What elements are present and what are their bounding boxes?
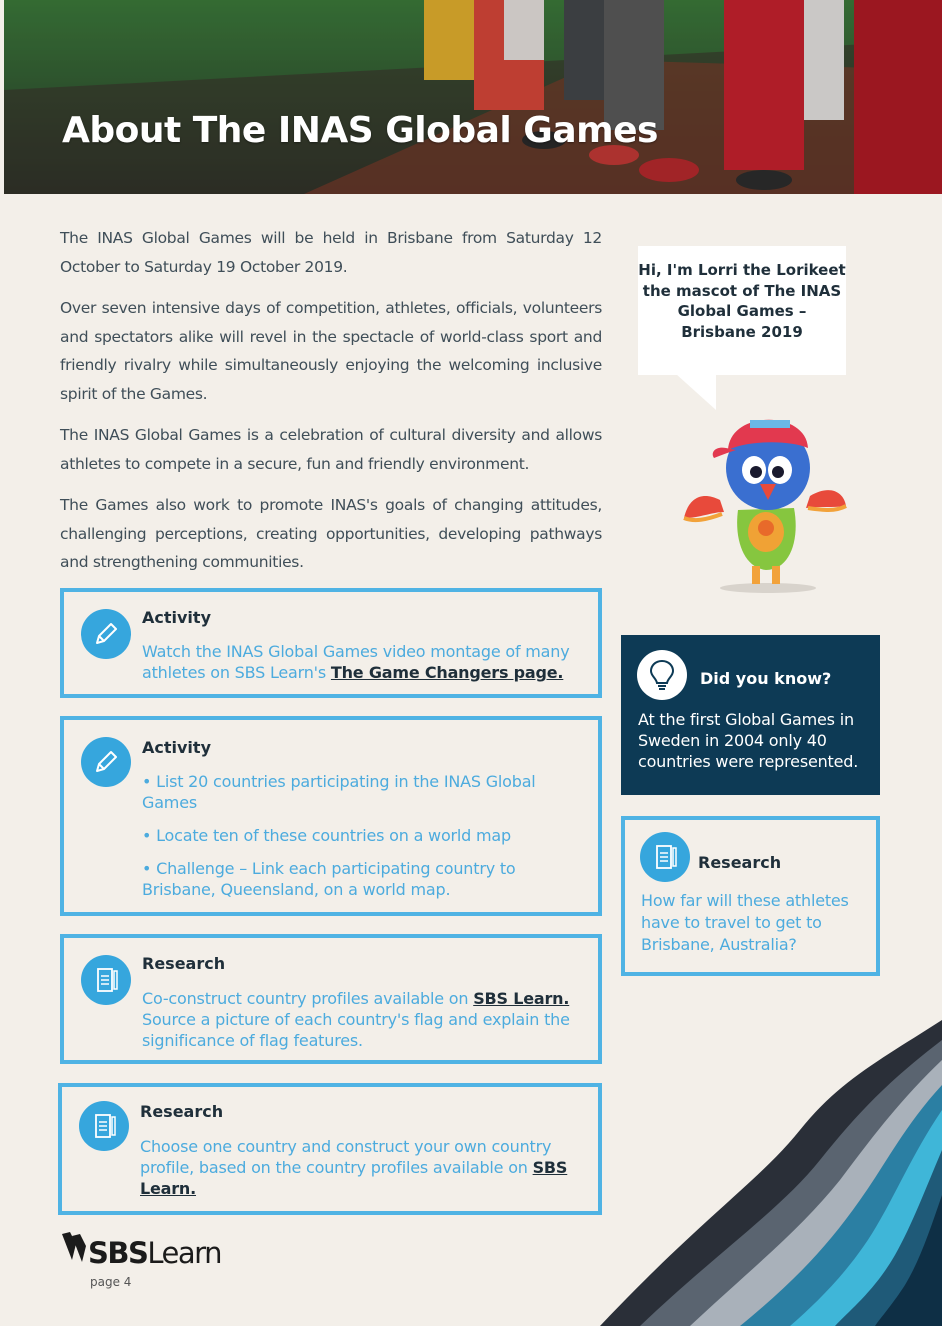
research-description-cont: Source a picture of each country's flag and explain the significance of flag features. (142, 1010, 570, 1050)
logo-bold-text: SBS (88, 1236, 148, 1270)
activity-title: Activity (142, 738, 211, 757)
list-item: • Locate ten of these countries on a world map (142, 826, 511, 845)
activity-title: Activity (142, 608, 211, 627)
pencil-icon (81, 609, 131, 659)
research-description: Choose one country and construct your own country profile, based on the country profiles available on (140, 1137, 552, 1177)
activity-box-countries (60, 716, 602, 916)
did-you-know-text: At the first Global Games in Sweden in 2004 only 40 countries were represented. (638, 710, 859, 771)
research-text: How far will these athletes have to travel to get to Brisbane, Australia? (641, 891, 849, 954)
list-item: • Challenge – Link each participating country to Brisbane, Queensland, on a world map. (142, 859, 516, 899)
activity-box-video (60, 588, 602, 698)
research-title: Research (698, 853, 782, 872)
page-number: page 4 (90, 1275, 132, 1289)
intro-paragraph: The INAS Global Games will be held in Brisbane from Saturday 12 October to Saturday 19 October 2019. (60, 229, 602, 276)
document-icon (81, 955, 131, 1005)
research-box-profiles (60, 934, 602, 1064)
did-you-know-title: Did you know? (700, 669, 832, 688)
intro-text (60, 224, 602, 590)
speech-bubble: Hi, I'm Lorri the Lorikeet the mascot of The INAS Global Games – Brisbane 2019 (638, 246, 846, 375)
did-you-know-panel (621, 635, 880, 795)
page-title: About The INAS Global Games (62, 110, 658, 151)
lightbulb-icon (637, 650, 687, 700)
logo-light-text: Learn (147, 1236, 221, 1270)
activity-list (142, 771, 562, 912)
intro-paragraph: Over seven intensive days of competition, athletes, officials, volunteers and spectators alike will revel in the spectacle of world-class sport and friendly rivalry while simultaneously enjoying the welcoming inclusive spirit of the Games. (60, 299, 602, 403)
game-changers-link[interactable]: The Game Changers page. (330, 663, 564, 682)
research-description: Co-construct country profiles available on (142, 989, 474, 1008)
research-box-own-profile (58, 1083, 602, 1215)
activity-text (142, 641, 592, 683)
research-box-travel (621, 816, 880, 976)
lorikeet-mascot-illustration (680, 400, 850, 595)
research-title: Research (142, 954, 226, 973)
research-text (140, 1136, 570, 1199)
list-item: • List 20 countries participating in the INAS Global Games (142, 772, 536, 812)
athletes-photo (4, 0, 942, 194)
intro-paragraph: The INAS Global Games is a celebration of cultural diversity and allows athletes to compete in a secure, fun and friendly environment. (60, 426, 602, 473)
sbs-learn-logo (88, 1236, 221, 1270)
activity-description: Watch the INAS Global Games video montage of many athletes on SBS Learn's (142, 642, 570, 682)
intro-paragraph: The Games also work to promote INAS's goals of changing attitudes, challenging perceptions, creating opportunities, developing pathways and strengthening communities. (60, 496, 602, 571)
research-text (142, 988, 582, 1051)
sbs-learn-link[interactable]: SBS Learn. (473, 989, 570, 1008)
document-icon (640, 832, 690, 882)
research-title: Research (140, 1102, 224, 1121)
header-banner (4, 0, 942, 194)
sbs-learn-link[interactable]: SBS Learn. (140, 1158, 568, 1198)
document-icon (79, 1101, 129, 1151)
pencil-icon (81, 737, 131, 787)
